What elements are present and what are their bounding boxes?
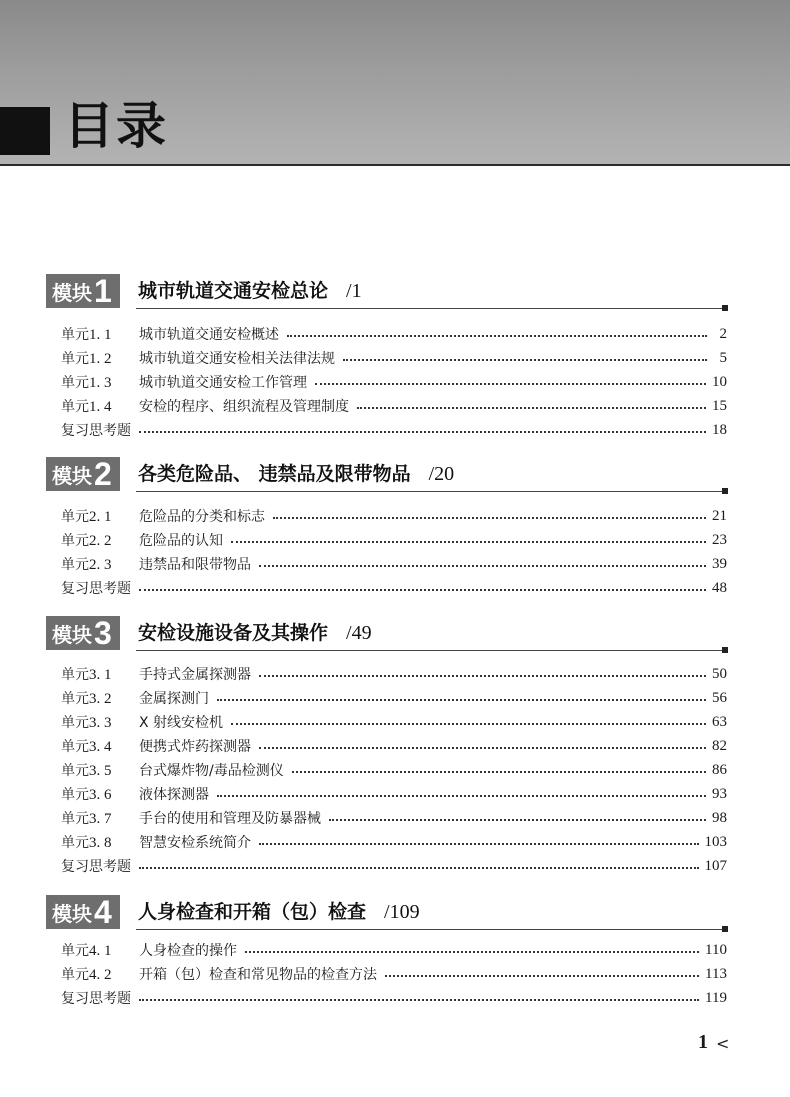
dot-leader xyxy=(357,407,706,409)
unit-label xyxy=(61,712,139,732)
unit-label xyxy=(61,506,139,526)
entry-title: 城市轨道交通安检工作管理 xyxy=(139,375,307,391)
dot-leader xyxy=(329,819,706,821)
dot-leader xyxy=(217,699,706,701)
entry-page-number: 18 xyxy=(712,421,727,438)
unit-number: 3. 2 xyxy=(89,691,112,707)
entry-title: 复习思考题 xyxy=(61,991,131,1007)
unit-prefix: 单元 xyxy=(61,557,89,573)
header-square-mark xyxy=(0,107,50,155)
entry-page-number: 39 xyxy=(712,555,727,572)
unit-prefix: 单元 xyxy=(61,399,89,415)
entry-page-number: 23 xyxy=(712,531,727,548)
unit-label xyxy=(61,664,139,684)
entry-title: 复习思考题 xyxy=(61,581,131,597)
unit-number: 3. 1 xyxy=(89,667,112,683)
dot-leader xyxy=(139,589,706,591)
unit-number: 4. 1 xyxy=(89,943,112,959)
unit-prefix: 单元 xyxy=(61,351,89,367)
module-start-page: /20 xyxy=(428,463,455,485)
entry-page-number: 63 xyxy=(712,713,727,730)
toc-entry[interactable] xyxy=(61,986,727,1010)
entry-page-number: 56 xyxy=(712,689,727,706)
toc-entry[interactable] xyxy=(61,710,727,734)
dot-leader xyxy=(259,675,706,677)
toc-entry[interactable] xyxy=(61,758,727,782)
unit-number: 1. 1 xyxy=(89,327,112,343)
unit-prefix: 单元 xyxy=(61,509,89,525)
entry-title: 复习思考题 xyxy=(61,859,131,875)
dot-leader xyxy=(231,541,706,543)
module-badge-number: 3 xyxy=(94,615,112,651)
page-header-band xyxy=(0,0,790,166)
unit-label xyxy=(61,832,139,852)
unit-prefix: 单元 xyxy=(61,787,89,803)
module-badge xyxy=(46,457,120,491)
entry-title: 手持式金属探测器 xyxy=(139,667,251,683)
unit-number: 2. 3 xyxy=(89,557,112,573)
entry-title: 城市轨道交通安检相关法律法规 xyxy=(139,351,335,367)
toc-entry[interactable] xyxy=(61,686,727,710)
module-rule-end-mark xyxy=(722,488,728,494)
unit-number: 3. 7 xyxy=(89,811,112,827)
entry-title: 危险品的认知 xyxy=(139,533,223,549)
unit-prefix: 单元 xyxy=(61,691,89,707)
module-title xyxy=(138,460,454,488)
toc-entry[interactable] xyxy=(61,418,727,442)
module-start-page: /1 xyxy=(346,280,362,302)
folio-arrow-icon: < xyxy=(716,1034,730,1053)
toc-entry[interactable] xyxy=(61,782,727,806)
module-badge-number: 2 xyxy=(94,456,112,492)
toc-entry[interactable] xyxy=(61,962,727,986)
unit-prefix: 单元 xyxy=(61,375,89,391)
entry-title: 城市轨道交通安检概述 xyxy=(139,327,279,343)
entry-page-number: 110 xyxy=(705,941,727,958)
module-badge xyxy=(46,895,120,929)
entry-page-number: 21 xyxy=(712,507,727,524)
entry-title: X 射线安检机 xyxy=(139,715,224,731)
toc-entry[interactable] xyxy=(61,394,727,418)
unit-number: 1. 4 xyxy=(89,399,112,415)
module-badge-number: 1 xyxy=(94,273,112,309)
unit-prefix: 单元 xyxy=(61,739,89,755)
module-badge-label: 模块 xyxy=(52,280,92,305)
unit-label xyxy=(61,372,139,392)
dot-leader xyxy=(259,565,706,567)
entry-title: 手台的使用和管理及防暴器械 xyxy=(139,811,321,827)
toc-entry[interactable] xyxy=(61,854,727,878)
module-heading xyxy=(46,895,728,931)
module-title xyxy=(138,277,362,305)
module-badge xyxy=(46,274,120,308)
unit-label xyxy=(61,808,139,828)
module-title-text: 各类危险品、 违禁品及限带物品 xyxy=(138,463,411,485)
unit-prefix: 单元 xyxy=(61,811,89,827)
page-title: 目录 xyxy=(64,97,168,155)
toc-entry[interactable] xyxy=(61,346,727,370)
module-rule-end-mark xyxy=(722,926,728,932)
toc-entry[interactable] xyxy=(61,938,727,962)
entry-page-number: 98 xyxy=(712,809,727,826)
entry-page-number: 93 xyxy=(712,785,727,802)
toc-entry[interactable] xyxy=(61,322,727,346)
entry-page-number: 5 xyxy=(719,349,727,366)
unit-number: 3. 3 xyxy=(89,715,112,731)
module-heading xyxy=(46,274,728,310)
entry-title: 便携式炸药探测器 xyxy=(139,739,251,755)
unit-prefix: 单元 xyxy=(61,835,89,851)
entry-page-number: 103 xyxy=(704,833,727,850)
dot-leader xyxy=(259,843,699,845)
unit-prefix: 单元 xyxy=(61,667,89,683)
entry-page-number: 119 xyxy=(705,989,727,1006)
unit-label xyxy=(61,554,139,574)
module-badge xyxy=(46,616,120,650)
unit-prefix: 单元 xyxy=(61,327,89,343)
unit-number: 1. 3 xyxy=(89,375,112,391)
entry-page-number: 82 xyxy=(712,737,727,754)
unit-prefix: 单元 xyxy=(61,943,89,959)
entry-page-number: 15 xyxy=(712,397,727,414)
unit-number: 3. 6 xyxy=(89,787,112,803)
module-start-page: /109 xyxy=(384,901,420,923)
unit-number: 3. 4 xyxy=(89,739,112,755)
dot-leader xyxy=(273,517,706,519)
module-badge-label: 模块 xyxy=(52,622,92,647)
entry-page-number: 10 xyxy=(712,373,727,390)
entry-page-number: 86 xyxy=(712,761,727,778)
toc-entry[interactable] xyxy=(61,830,727,854)
dot-leader xyxy=(139,999,699,1001)
unit-label xyxy=(61,688,139,708)
module-badge-number: 4 xyxy=(94,894,112,930)
unit-label xyxy=(61,324,139,344)
dot-leader xyxy=(287,335,707,337)
module-rule xyxy=(136,650,722,651)
toc-entry[interactable] xyxy=(61,504,727,528)
toc-entry[interactable] xyxy=(61,370,727,394)
unit-number: 2. 1 xyxy=(89,509,112,525)
entry-page-number: 113 xyxy=(705,965,727,982)
entry-title: 人身检查的操作 xyxy=(139,943,237,959)
entry-title: 开箱（包）检查和常见物品的检查方法 xyxy=(139,967,377,983)
entry-title: 金属探测门 xyxy=(139,691,209,707)
module-start-page: /49 xyxy=(346,622,372,644)
unit-label xyxy=(61,348,139,368)
entry-title: 安检的程序、组织流程及管理制度 xyxy=(139,399,349,415)
unit-label xyxy=(61,736,139,756)
dot-leader xyxy=(343,359,707,361)
module-badge-label: 模块 xyxy=(52,901,92,926)
module-rule xyxy=(136,308,722,309)
entry-page-number: 107 xyxy=(704,857,727,874)
entry-title: 复习思考题 xyxy=(61,423,131,439)
entry-title: 台式爆炸物/毒品检测仪 xyxy=(139,763,284,779)
module-badge-label: 模块 xyxy=(52,463,92,488)
dot-leader xyxy=(292,771,706,773)
unit-number: 2. 2 xyxy=(89,533,112,549)
entry-page-number: 48 xyxy=(712,579,727,596)
dot-leader xyxy=(259,747,706,749)
dot-leader xyxy=(245,951,699,953)
unit-number: 1. 2 xyxy=(89,351,112,367)
unit-label xyxy=(61,940,139,960)
module-title-text: 人身检查和开箱（包）检查 xyxy=(138,901,367,923)
entry-title: 违禁品和限带物品 xyxy=(139,557,251,573)
entry-title: 液体探测器 xyxy=(139,787,209,803)
toc-entry[interactable] xyxy=(61,734,727,758)
unit-number: 3. 5 xyxy=(89,763,112,779)
module-rule-end-mark xyxy=(722,305,728,311)
toc-entry[interactable] xyxy=(61,576,727,600)
unit-number: 4. 2 xyxy=(89,967,112,983)
dot-leader xyxy=(315,383,706,385)
unit-label xyxy=(61,784,139,804)
unit-label xyxy=(61,396,139,416)
module-rule xyxy=(136,929,722,930)
module-heading xyxy=(46,616,728,652)
module-title-text: 安检设施设备及其操作 xyxy=(138,622,329,644)
dot-leader xyxy=(385,975,699,977)
module-rule-end-mark xyxy=(722,647,728,653)
toc-entry[interactable] xyxy=(61,552,727,576)
unit-prefix: 单元 xyxy=(61,763,89,779)
module-heading xyxy=(46,457,728,493)
entry-title: 危险品的分类和标志 xyxy=(139,509,265,525)
module-title xyxy=(138,898,420,926)
folio-page-number: 1 xyxy=(698,1031,708,1053)
dot-leader xyxy=(231,723,706,725)
toc-entry[interactable] xyxy=(61,528,727,552)
entry-page-number: 50 xyxy=(712,665,727,682)
unit-prefix: 单元 xyxy=(61,715,89,731)
entry-page-number: 2 xyxy=(719,325,727,342)
unit-number: 3. 8 xyxy=(89,835,112,851)
module-title xyxy=(138,619,372,647)
unit-prefix: 单元 xyxy=(61,533,89,549)
unit-label xyxy=(61,964,139,984)
unit-label xyxy=(61,530,139,550)
toc-entry[interactable] xyxy=(61,806,727,830)
entry-title: 智慧安检系统简介 xyxy=(139,835,251,851)
module-rule xyxy=(136,491,722,492)
dot-leader xyxy=(139,431,706,433)
unit-prefix: 单元 xyxy=(61,967,89,983)
dot-leader xyxy=(139,867,699,869)
module-title-text: 城市轨道交通安检总论 xyxy=(138,280,329,302)
toc-entry[interactable] xyxy=(61,662,727,686)
dot-leader xyxy=(217,795,706,797)
unit-label xyxy=(61,760,139,780)
